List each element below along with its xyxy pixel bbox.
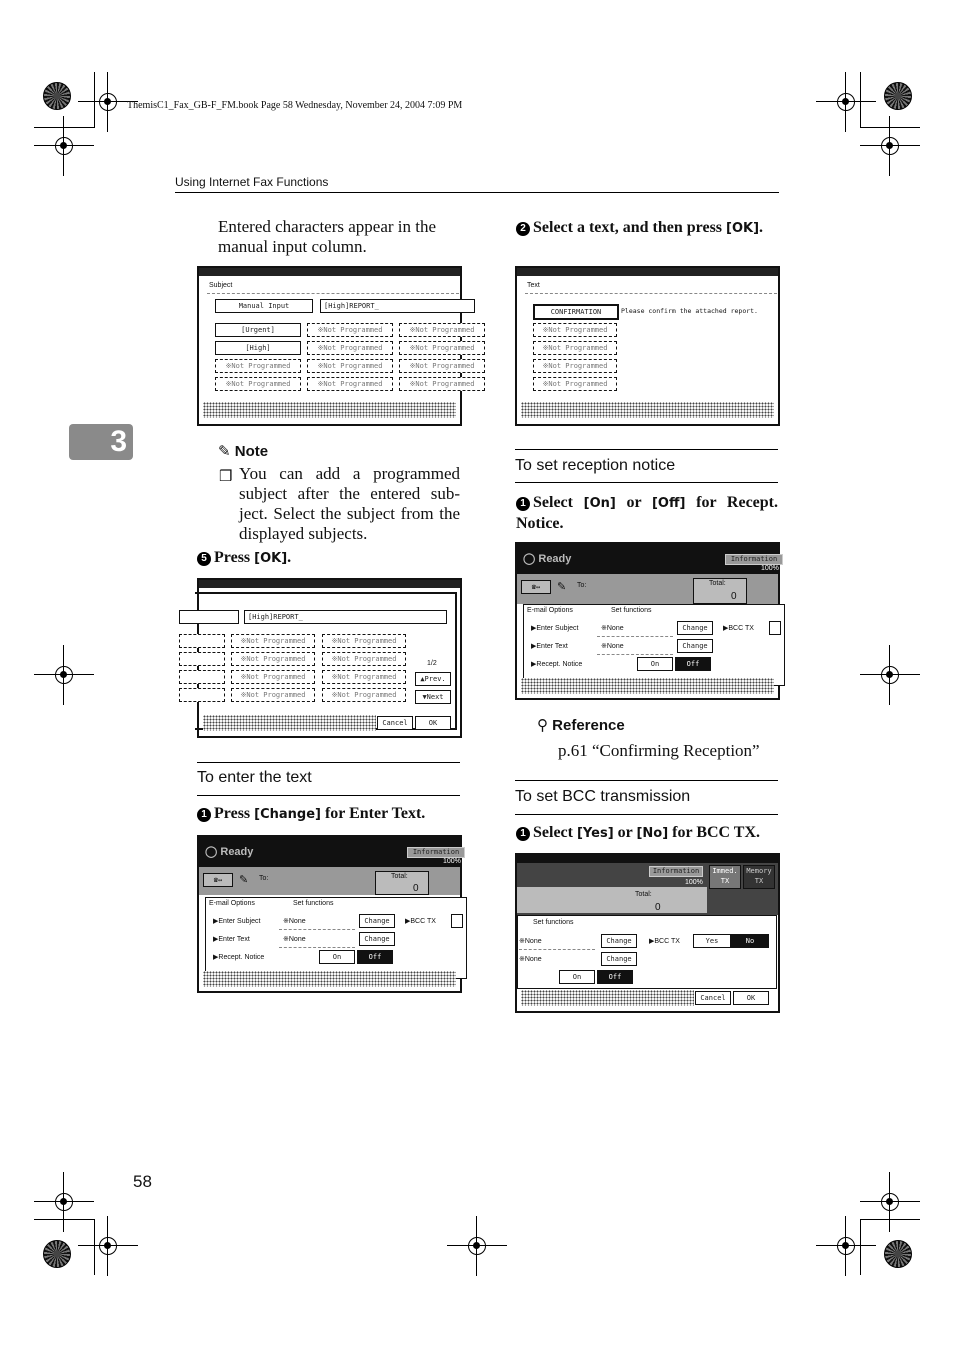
total-value: 0 (731, 591, 737, 602)
section-rule (515, 814, 778, 815)
step-text: Press (214, 549, 255, 566)
ready-text: Ready (220, 846, 254, 858)
subject-value: ※None (519, 938, 542, 945)
not-programmed-button[interactable]: ※Not Programmed (399, 323, 485, 337)
not-programmed-button[interactable]: ※Not Programmed (322, 652, 406, 666)
section-rule (197, 795, 460, 796)
divider (519, 949, 595, 950)
memory-indicator: 100% (761, 565, 779, 572)
email-options-label: E-mail Options (527, 607, 573, 614)
section-rule (515, 780, 778, 781)
note-text: You can add a programmed subject after the entered sub-ject. Select the subject from the displayed subjects. (239, 464, 460, 543)
ready-text: Ready (538, 553, 572, 565)
not-programmed-button[interactable]: ※Not Programmed (322, 670, 406, 684)
ok-button[interactable]: OK (733, 991, 769, 1005)
not-programmed-button[interactable]: ※Not Programmed (231, 688, 315, 702)
not-programmed-button[interactable]: ※Not Programmed (533, 377, 617, 391)
step-text: for Enter Text. (320, 805, 426, 822)
set-functions-label: Set functions (533, 919, 574, 926)
prev-button[interactable]: ▲Prev. (415, 672, 451, 686)
no-button[interactable]: No (731, 934, 769, 948)
divider (597, 636, 673, 637)
reference-title: Reference (552, 717, 625, 734)
information-button[interactable]: Information (725, 554, 783, 565)
immed-tx-button[interactable]: Immed. TX (709, 865, 741, 889)
status-strip (203, 971, 456, 987)
screenshot-bcc-tx (515, 853, 780, 1013)
cancel-button[interactable]: Cancel (695, 991, 731, 1005)
recept-notice-label: ▶Recept. Notice (213, 954, 265, 961)
trim-line (860, 127, 920, 128)
step-key: [Change] (254, 807, 321, 822)
text-label: Text (527, 282, 540, 289)
next-button[interactable]: ▼Next (415, 690, 451, 704)
to-label: To: (577, 582, 587, 589)
step-select-on-off (516, 493, 778, 534)
divider (597, 654, 673, 655)
crop-mark-bottom-center (447, 1216, 507, 1276)
change-subject-button[interactable]: Change (601, 934, 637, 948)
memory-tx-button[interactable]: Memory TX (743, 865, 775, 889)
page-number: 58 (133, 1172, 152, 1191)
not-programmed-button[interactable]: ※Not Programmed (533, 323, 617, 337)
step-text: . (287, 549, 292, 566)
not-programmed-button[interactable]: ※Not Programmed (533, 359, 617, 373)
section-bcc: To set BCC transmission (515, 788, 691, 805)
not-programmed-button[interactable]: ※Not Programmed (215, 377, 301, 391)
total-label: Total: (391, 873, 408, 880)
step2-select-text (516, 218, 778, 239)
total-label: Total: (635, 891, 652, 898)
status-strip (521, 402, 774, 418)
bcc-toggle[interactable] (769, 621, 781, 635)
registration-mark (43, 1240, 71, 1268)
running-head: Using Internet Fax Functions (175, 175, 329, 189)
enter-subject-label: ▶Enter Subject (531, 625, 579, 632)
bcc-tx-label: ▶BCC TX (649, 938, 680, 945)
section-rule (197, 762, 460, 763)
note-title: Note (234, 443, 269, 460)
crop-mark-top-left-2 (34, 116, 94, 176)
step-number: 5 (197, 552, 211, 566)
step-text: for BCC TX. (668, 824, 761, 841)
screen-top-bar (517, 268, 778, 276)
crop-mark-bottom-right-2 (860, 1172, 920, 1232)
yes-button[interactable]: Yes (693, 934, 731, 948)
status-strip (521, 678, 774, 694)
information-button[interactable]: Information (649, 866, 703, 877)
crop-mark-mid-left (34, 645, 94, 705)
screenshot-recept-notice (515, 542, 780, 700)
email-icon: ✎ (239, 874, 249, 886)
not-programmed-button[interactable]: ※Not Programmed (307, 359, 393, 373)
subject-field[interactable]: [High]REPORT_ (244, 610, 447, 624)
screenshot-subject-ok (197, 578, 462, 738)
step-text: or (615, 494, 652, 511)
intro-text: Entered characters appear in the manual input column. (218, 217, 437, 256)
chapter-number: 3 (110, 425, 127, 458)
step-text: Select a text, and then press (533, 219, 727, 236)
bcc-toggle[interactable] (451, 914, 463, 928)
bcc-tx-label: ▶BCC TX (723, 625, 754, 632)
total-label: Total: (709, 580, 726, 587)
not-programmed-button[interactable] (179, 670, 225, 684)
not-programmed-button[interactable]: ※Not Programmed (399, 359, 485, 373)
not-programmed-button[interactable] (179, 688, 225, 702)
memory-indicator: 100% (685, 879, 703, 886)
step-number: 1 (197, 808, 211, 822)
magnifier-icon: ⚲ (537, 717, 548, 734)
email-options-label: E-mail Options (209, 900, 255, 907)
step-key: [No] (636, 826, 669, 841)
not-programmed-button[interactable]: ※Not Programmed (307, 341, 393, 355)
set-functions-panel (517, 915, 777, 989)
registration-mark (884, 1240, 912, 1268)
screenshot-text-select (515, 266, 780, 426)
not-programmed-button[interactable]: ※Not Programmed (231, 670, 315, 684)
screenshot-email-options (197, 835, 462, 993)
manual-input-button[interactable] (179, 610, 239, 624)
step-text: Press (214, 805, 255, 822)
registration-mark (43, 82, 71, 110)
crop-mark-bottom-left-2 (78, 1216, 138, 1276)
address-book-button[interactable]: ☎↔ (203, 873, 233, 887)
step-key: [OK] (254, 551, 288, 566)
file-info: ThemisC1_Fax_GB-F_FM.book Page 58 Wednesday, November 24, 2004 7:09 PM (127, 100, 463, 111)
total-value: 0 (655, 902, 661, 913)
top-strip (517, 855, 778, 863)
reference-text[interactable]: p.61 “Confirming Reception” (558, 741, 760, 760)
trim-line (94, 72, 95, 128)
ready-status: ◯ Ready (205, 846, 254, 858)
crop-mark-mid-right (860, 645, 920, 705)
off-button[interactable]: Off (675, 657, 711, 671)
change-text-button[interactable]: Change (677, 639, 713, 653)
note-heading (218, 442, 268, 460)
change-text-button[interactable]: Change (601, 952, 637, 966)
ready-status: ◯ Ready (523, 553, 572, 565)
note-checkbox-icon: ❒ (219, 469, 233, 485)
screenshot-subject-input (197, 266, 475, 426)
divider (525, 293, 777, 294)
urgent-button[interactable]: [Urgent] (215, 323, 301, 337)
step-text: Select (533, 824, 577, 841)
step5-press-ok (197, 549, 291, 567)
note-pencil-icon: ✎ (218, 443, 231, 460)
confirmation-button[interactable]: CONFIRMATION (533, 304, 619, 320)
not-programmed-button[interactable]: ※Not Programmed (231, 634, 315, 648)
divider (279, 947, 355, 948)
status-strip (521, 990, 694, 1006)
total-value: 0 (413, 883, 419, 894)
section-rule (515, 449, 778, 450)
trim-line (94, 1219, 95, 1275)
screen-top-bar (199, 268, 460, 276)
trim-line (860, 72, 861, 128)
on-button[interactable]: On (637, 657, 673, 671)
on-button[interactable]: On (559, 970, 595, 984)
section-rule (515, 482, 778, 483)
enter-text-label: ▶Enter Text (213, 936, 250, 943)
off-button[interactable]: Off (597, 970, 633, 984)
not-programmed-button[interactable]: ※Not Programmed (307, 377, 393, 391)
step-text: or (613, 824, 637, 841)
subject-value: ※None (283, 918, 306, 925)
off-button[interactable]: Off (357, 950, 393, 964)
not-programmed-button[interactable]: ※Not Programmed (215, 359, 301, 373)
reference-heading (537, 716, 625, 734)
email-icon: ✎ (557, 581, 567, 593)
step-key: [Off] (651, 496, 686, 511)
address-book-button[interactable]: ☎↔ (521, 580, 551, 594)
set-functions-label: Set functions (611, 607, 652, 614)
text-value: ※None (601, 643, 624, 650)
enter-subject-label: ▶Enter Subject (213, 918, 261, 925)
total-box (517, 887, 707, 913)
recept-notice-label: ▶Recept. Notice (531, 661, 583, 668)
change-subject-button[interactable]: Change (677, 621, 713, 635)
step-number: 1 (516, 827, 530, 841)
step-key: [OK] (726, 221, 760, 236)
status-strip (203, 715, 376, 731)
screen-top-bar (199, 580, 460, 588)
section-reception-notice: To set reception notice (515, 457, 676, 474)
on-button[interactable]: On (319, 950, 355, 964)
not-programmed-button[interactable]: ※Not Programmed (399, 377, 485, 391)
cancel-button[interactable]: Cancel (377, 716, 413, 730)
not-programmed-button[interactable]: ※Not Programmed (322, 634, 406, 648)
not-programmed-button[interactable]: ※Not Programmed (231, 652, 315, 666)
step-text: for Recept. Notice. (516, 494, 778, 532)
to-label: To: (259, 875, 269, 882)
divider (279, 929, 355, 930)
subject-value: ※None (601, 625, 624, 632)
text-value: ※None (283, 936, 306, 943)
divider (207, 293, 459, 294)
registration-mark (884, 82, 912, 110)
not-programmed-button[interactable]: ※Not Programmed (322, 688, 406, 702)
section-enter-text: To enter the text (197, 769, 312, 786)
step-number: 1 (516, 497, 530, 511)
trim-line (860, 1219, 861, 1275)
trim-line (860, 1219, 920, 1220)
text-value: ※None (519, 956, 542, 963)
subject-label: Subject (209, 282, 233, 289)
crop-mark-top-right-2 (860, 116, 920, 176)
selected-text-message: Please confirm the attached report. (621, 307, 758, 315)
set-functions-label: Set functions (293, 900, 334, 907)
step-text: Select (533, 494, 584, 511)
step-text: . (759, 219, 764, 236)
ok-button[interactable]: OK (415, 716, 451, 730)
manual-input-button[interactable]: Manual Input (215, 299, 313, 313)
status-strip (203, 402, 456, 418)
trim-line (34, 127, 94, 128)
step-key: [Yes] (576, 826, 614, 841)
information-button[interactable]: Information (407, 847, 465, 858)
change-text-button[interactable]: Change (359, 932, 395, 946)
chapter-tab (69, 424, 133, 460)
subject-field[interactable]: [High]REPORT_ (320, 299, 475, 313)
enter-text-label: ▶Enter Text (531, 643, 568, 650)
bcc-tx-label: ▶BCC TX (405, 918, 436, 925)
step-number: 2 (516, 222, 530, 236)
header-rule (175, 192, 779, 193)
trim-line (34, 1219, 94, 1220)
high-button[interactable]: [High] (215, 341, 301, 355)
not-programmed-button[interactable] (179, 634, 225, 648)
not-programmed-button[interactable] (179, 652, 225, 666)
not-programmed-button[interactable]: ※Not Programmed (399, 341, 485, 355)
memory-indicator: 100% (443, 858, 461, 865)
page-indicator: 1/2 (427, 660, 437, 667)
not-programmed-button[interactable]: ※Not Programmed (307, 323, 393, 337)
step1-press-change (197, 805, 425, 823)
change-subject-button[interactable]: Change (359, 914, 395, 928)
step-select-yes-no (516, 824, 760, 842)
not-programmed-button[interactable]: ※Not Programmed (533, 341, 617, 355)
step-key: [On] (583, 496, 616, 511)
